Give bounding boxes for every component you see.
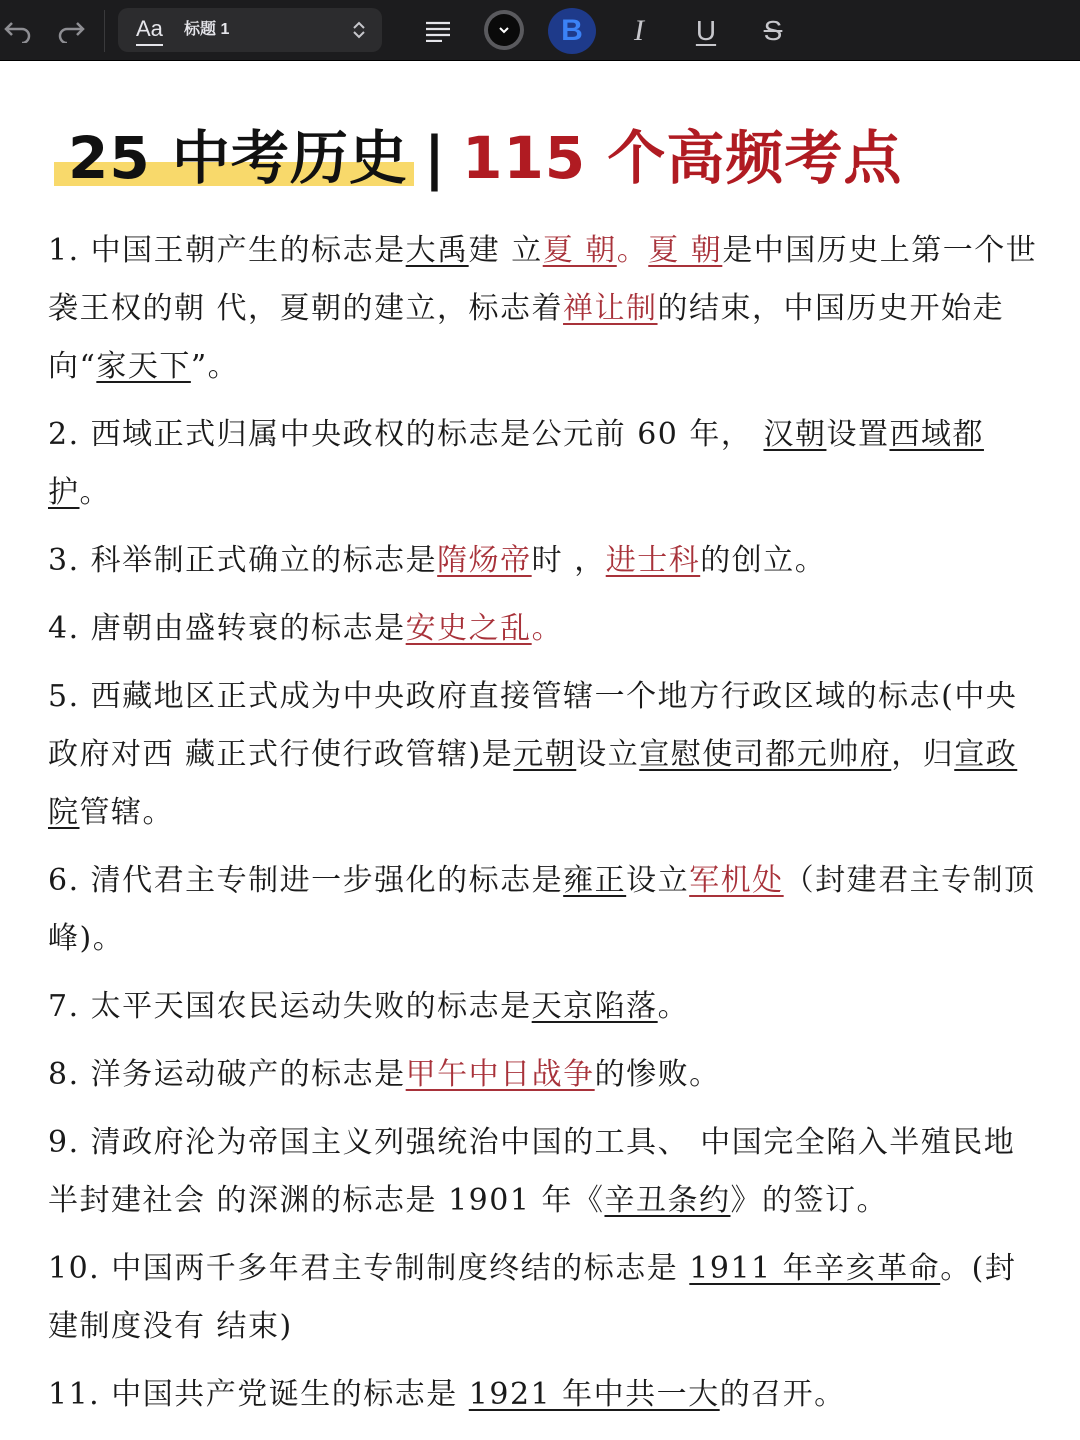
list-item (48, 1366, 1040, 1424)
text-color-button[interactable] (484, 10, 524, 50)
item-text: 4. 唐朝由盛转衰的标志是 (48, 611, 406, 646)
list-item (48, 600, 1040, 658)
document-body[interactable] (48, 222, 1040, 1434)
chevron-down-icon (498, 26, 510, 34)
item-text: 设立 (576, 737, 640, 772)
item-text: 是中国历史上第一个世袭王权的朝 代，夏朝的建立，标志着 (48, 233, 1038, 326)
align-button[interactable] (418, 14, 458, 48)
list-item (48, 1114, 1040, 1230)
bold-button[interactable]: B (548, 8, 596, 54)
list-item (48, 532, 1040, 590)
item-text: 管辖。 (79, 795, 174, 830)
redo-icon (57, 19, 87, 43)
key-term: 元朝 (513, 737, 577, 772)
strikethrough-button[interactable]: S (763, 15, 783, 46)
item-text: 。 (79, 475, 111, 510)
key-term: 夏 朝 (648, 233, 723, 268)
key-term: 1911 年辛亥革命 (689, 1251, 941, 1286)
key-term: 夏 朝 (542, 233, 617, 268)
item-text: 。 (531, 611, 564, 646)
key-term: 汉朝 (763, 417, 827, 452)
key-term: 进士科 (605, 543, 701, 578)
key-term: 1921 年中共一大 (468, 1377, 720, 1412)
item-text: 9. 清政府沦为帝国主义列强统治中国的工具、 中国完全陷入半殖民地半封建社会 的深渊的标志是 1901 年《 (48, 1125, 1016, 1218)
item-text: 的召开。 (719, 1377, 846, 1412)
paragraph-style-name: 标题 1 (184, 21, 230, 38)
key-term: 隋炀帝 (437, 543, 532, 578)
undo-button[interactable] (0, 14, 34, 48)
list-item (48, 978, 1040, 1036)
item-text: 。(封建制度没有 结束) (48, 1251, 1017, 1344)
item-text: 。 (616, 233, 649, 268)
key-term: 宣政院 (48, 737, 1018, 830)
list-item (48, 1046, 1040, 1104)
key-term: 军机处 (689, 863, 784, 898)
item-text: 2. 西域正式归属中央政权的标志是公元前 60 年， (48, 417, 764, 452)
item-text: 6. 清代君主专制进一步强化的标志是 (48, 863, 564, 898)
key-term: 大禹 (405, 233, 469, 268)
item-text: 。 (657, 989, 690, 1024)
item-text: ”。 (190, 349, 240, 384)
key-term: 家天下 (96, 349, 191, 384)
key-term: 雍正 (563, 863, 627, 898)
title-left: 25 中考历史 (68, 124, 408, 192)
item-text: 》的签订。 (730, 1183, 888, 1218)
font-style-label: Aa (136, 14, 163, 46)
redo-button[interactable] (52, 14, 92, 48)
title-separator: | (423, 124, 447, 192)
item-text: 时 ， (531, 543, 606, 578)
toolbar-divider (104, 10, 105, 52)
key-term: 甲午中日战争 (405, 1057, 595, 1092)
key-term: 宣慰使司都元帅府 (639, 737, 892, 772)
underline-button[interactable]: U (695, 15, 717, 46)
item-text: 7. 太平天国农民运动失败的标志是 (48, 989, 532, 1024)
list-item (48, 406, 1040, 522)
key-term: 西域都护 (48, 417, 984, 510)
color-swatch (488, 14, 520, 46)
item-text: 设立 (626, 863, 690, 898)
item-text: 的结束，中国历史开始走向“ (48, 291, 1005, 384)
list-item (48, 668, 1040, 842)
item-text: 的惨败。 (594, 1057, 721, 1092)
item-text: 11. 中国共产党诞生的标志是 (48, 1377, 469, 1412)
key-term: 天京陷落 (531, 989, 658, 1024)
item-text: 3. 科举制正式确立的标志是 (48, 543, 438, 578)
undo-icon (2, 19, 32, 43)
paragraph-style-picker[interactable] (118, 8, 382, 52)
align-left-icon (424, 20, 452, 42)
key-term: 安史之乱 (405, 611, 532, 646)
item-text: 设置 (826, 417, 890, 452)
page-title (68, 118, 902, 198)
item-text: 5. 西藏地区正式成为中央政府直接管辖一个地方行政区域的标志(中央政府对西 藏正式行使行政管辖)是 (48, 679, 1018, 772)
list-item (48, 1240, 1040, 1356)
list-item (48, 852, 1040, 968)
item-text: 建 立 (468, 233, 543, 268)
item-text: 的创立。 (700, 543, 827, 578)
item-text: 10. 中国两千多年君主专制制度终结的标志是 (48, 1251, 690, 1286)
italic-button[interactable]: I (634, 14, 644, 47)
chevron-up-down-icon (350, 20, 368, 40)
key-term: 禅让制 (563, 291, 658, 326)
item-text: 1. 中国王朝产生的标志是 (48, 233, 406, 268)
item-text: ，归 (891, 737, 955, 772)
editor-toolbar (0, 0, 1080, 61)
item-text: 8. 洋务运动破产的标志是 (48, 1057, 406, 1092)
key-term: 辛丑条约 (604, 1183, 731, 1218)
list-item (48, 222, 1040, 396)
title-right: 115 个高频考点 (462, 124, 903, 192)
item-text: （封建君主专制顶峰)。 (48, 863, 1036, 956)
